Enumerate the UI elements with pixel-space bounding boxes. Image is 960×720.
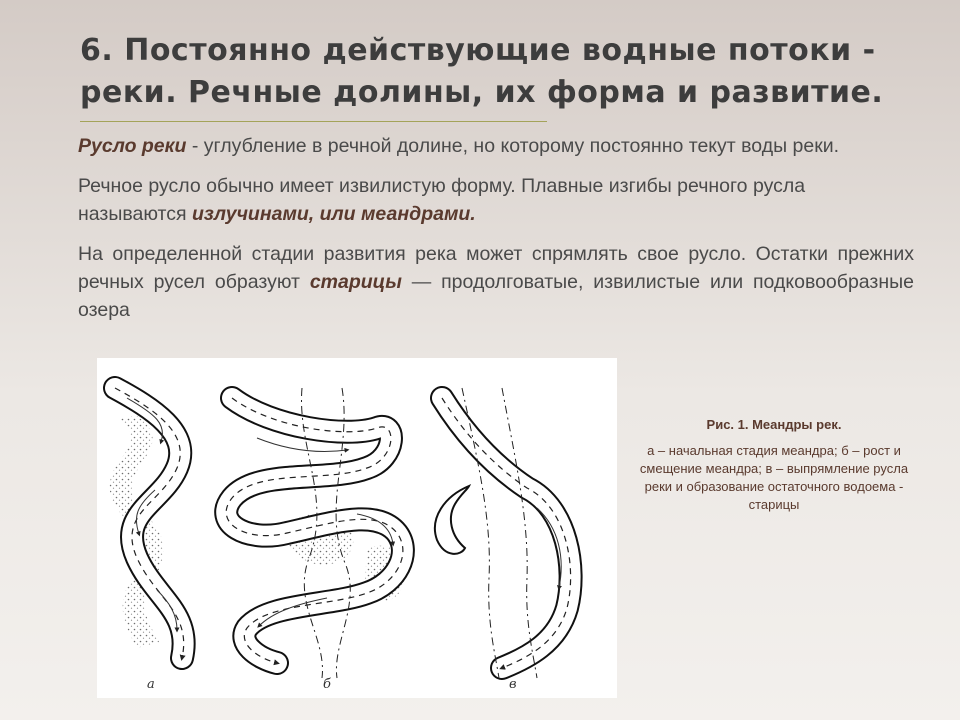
figure-caption — [628, 416, 920, 514]
meanders-text: Речное русло обычно имеет извилистую форму. Плавные изгибы речного русла называются — [78, 175, 806, 225]
oxbows-text-before: На определенной стадии развития река может спрямлять свое русло. Остатки прежних речных русел образуют — [78, 243, 914, 293]
caption-text: а – начальная стадия меандра; б – рост и смещение меандра; в – выпрямление русла реки и образование остаточного водоема - старицы — [639, 443, 909, 512]
term-oxbows: старицы — [309, 271, 402, 293]
panel-label-b: б — [323, 677, 331, 692]
meanders-illustration — [97, 358, 617, 698]
caption-title: Рис. 1. Меандры рек. — [706, 417, 842, 432]
panel-c-straightening-oxbow — [435, 388, 571, 678]
paragraph-river-bed — [78, 132, 914, 160]
panel-b-meander-growth — [226, 388, 405, 678]
river-bed-definition: - углубление в речной долине, но которому постоянно текут воды реки. — [186, 135, 840, 157]
panel-label-a: а — [147, 677, 155, 692]
panel-a-initial-meander — [110, 388, 184, 658]
body-text — [78, 132, 914, 336]
panel-label-c: в — [509, 677, 517, 692]
slide-title: 6. Постоянно действующие водные потоки - реки. Речные долины, их форма и развитие. — [80, 33, 884, 110]
oxbows-text-after: — продолговатые, извилистые или подковообразные озера — [78, 271, 914, 321]
meanders-figure — [97, 358, 617, 698]
paragraph-oxbows — [78, 240, 914, 324]
title-divider — [80, 121, 547, 122]
paragraph-meanders — [78, 172, 914, 228]
term-meanders: излучинами, или меандрами. — [191, 203, 476, 225]
term-river-bed: Русло реки — [78, 135, 187, 157]
